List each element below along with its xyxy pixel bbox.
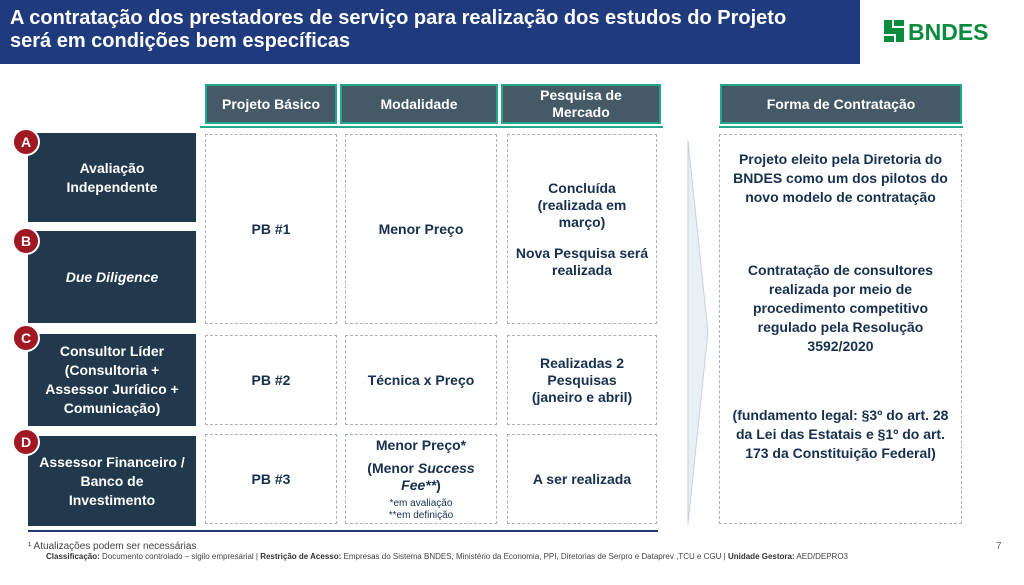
row-label-avaliacao-independente: Avaliação Independente bbox=[28, 133, 196, 222]
forma-paragraph-2: Contratação de consultores realizada por meio de procedimento competitivo regulado pela Resolução 3592/2020 bbox=[747, 262, 934, 354]
pesquisa-3-text: A ser realizada bbox=[532, 470, 632, 487]
forma-paragraph-3: (fundamento legal: §3º do art. 28 da Lei das Estatais e §1º do art. 173 da Constituição Federal) bbox=[732, 407, 949, 461]
row-label-due-diligence: Due Diligence bbox=[28, 231, 196, 323]
bndes-logo bbox=[882, 18, 994, 46]
chevron-right-icon bbox=[687, 140, 709, 525]
modalidade-3-text: Menor Preço* bbox=[375, 436, 467, 453]
pb-2-text: PB #2 bbox=[251, 371, 291, 388]
cell-pb-3 bbox=[205, 434, 337, 524]
header-modalidade: Modalidade bbox=[340, 84, 498, 124]
classification-footer: Classificação: Documento controlado – sigilo empresarial | Restrição de Acesso: Empresas do Sistema BNDES, Ministério da Economia, PPI, Diretorias de Serpro e Dataprev ,TCU e CGU | Unidade Gestora: AED/DEPRO3 bbox=[46, 552, 848, 561]
header-forma-contratacao: Forma de Contratação bbox=[720, 84, 962, 124]
forma-paragraph-1: Projeto eleito pela Diretoria do BNDES como um dos pilotos do novo modelo de contratação bbox=[733, 151, 948, 205]
cell-modalidade-3 bbox=[345, 434, 497, 524]
row-label-assessor-financeiro: Assessor Financeiro / Banco de Investimento bbox=[28, 436, 196, 526]
modalidade-3-success-fee: (Menor Success Fee**) bbox=[367, 459, 475, 493]
modalidade-1-text: Menor Preço bbox=[378, 220, 464, 237]
slide-title-line-2: será em condições bem específicas bbox=[10, 30, 351, 52]
header-projeto-basico: Projeto Básico bbox=[205, 84, 337, 124]
row-label-consultor-lider: Consultor Líder (Consultoria + Assessor Jurídico + Comunicação) bbox=[28, 334, 196, 426]
cell-pesquisa-2 bbox=[507, 335, 657, 425]
pesquisa-2-text: Realizadas 2 Pesquisas (janeiro e abril) bbox=[531, 354, 633, 405]
header-divider-forma bbox=[719, 126, 963, 128]
cell-modalidade-2 bbox=[345, 335, 497, 425]
footnote: ¹ Atualizações podem ser necessárias bbox=[28, 541, 197, 552]
badge-b: B bbox=[12, 227, 40, 255]
badge-a: A bbox=[12, 128, 40, 156]
header-divider bbox=[200, 126, 663, 128]
forma-contratacao-box bbox=[719, 134, 962, 524]
bndes-logo-text: BNDES bbox=[908, 19, 989, 45]
pesquisa-1-nova: Nova Pesquisa será realizada bbox=[515, 244, 649, 278]
slide-title bbox=[0, 0, 860, 64]
cell-modalidade-1 bbox=[345, 134, 497, 324]
cell-pesquisa-3 bbox=[507, 434, 657, 524]
bndes-logo-icon bbox=[882, 18, 906, 44]
table-bottom-rule bbox=[28, 530, 658, 532]
cell-pesquisa-1 bbox=[507, 134, 657, 324]
cell-pb-1 bbox=[205, 134, 337, 324]
modalidade-3-note-1: *em avaliação bbox=[389, 497, 453, 509]
modalidade-3-note-2: **em definição bbox=[388, 509, 454, 521]
page-number: 7 bbox=[996, 541, 1002, 552]
slide-title-line-1: A contratação dos prestadores de serviço para realização dos estudos do Projeto bbox=[10, 7, 787, 29]
header-pesquisa-mercado: Pesquisa de Mercado bbox=[501, 84, 661, 124]
pesquisa-1-status: Concluída (realizada em março) bbox=[537, 179, 627, 230]
pb-1-text: PB #1 bbox=[251, 220, 291, 237]
cell-pb-2 bbox=[205, 335, 337, 425]
modalidade-2-text: Técnica x Preço bbox=[367, 371, 475, 388]
pb-3-text: PB #3 bbox=[251, 470, 291, 487]
badge-c: C bbox=[12, 324, 40, 352]
badge-d: D bbox=[12, 428, 40, 456]
